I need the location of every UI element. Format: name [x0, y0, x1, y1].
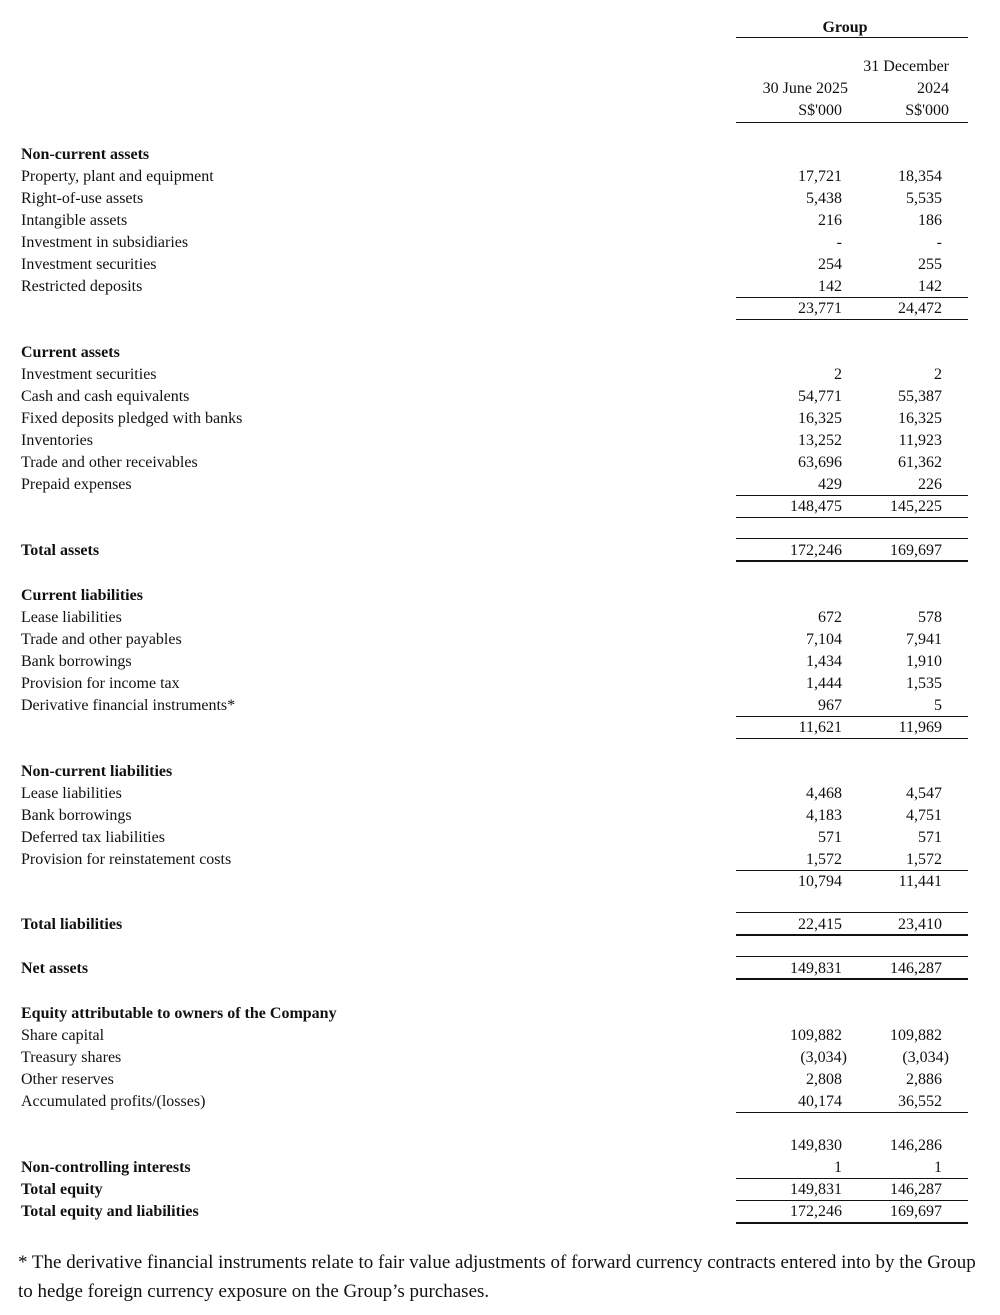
row-label: Right-of-use assets: [21, 190, 144, 207]
total-rule: [736, 1200, 968, 1201]
row-label: Lease liabilities: [21, 609, 122, 626]
row-value-2024: 1,910: [906, 653, 942, 670]
row-value-2025: 254: [818, 256, 842, 273]
row-value-2024: 4,547: [906, 785, 942, 802]
row-value-2024: 2: [934, 366, 942, 383]
row-label: Cash and cash equivalents: [21, 388, 190, 405]
row-value-2024: 186: [918, 212, 942, 229]
total-assets-2024: 169,697: [890, 542, 942, 559]
row-value-2024: 578: [918, 609, 942, 626]
row-value-2024: 1,572: [906, 851, 942, 868]
row-label: Provision for income tax: [21, 675, 180, 692]
total-liabilities-2024: 23,410: [898, 916, 942, 933]
row-value-2024: 18,354: [898, 168, 942, 185]
total-equity-liabilities-label: Total equity and liabilities: [21, 1203, 199, 1220]
equity-subtotal-2025: 149,830: [790, 1137, 842, 1154]
subtotal-2024: 11,441: [898, 873, 942, 890]
row-value-2024: 61,362: [898, 454, 942, 471]
row-value-2025: 2: [834, 366, 842, 383]
row-label: Other reserves: [21, 1071, 114, 1088]
row-label: Bank borrowings: [21, 653, 132, 670]
row-value-2024: 4,751: [906, 807, 942, 824]
row-label: Investment securities: [21, 366, 157, 383]
nci-label: Non-controlling interests: [21, 1159, 191, 1176]
row-value-2025: 4,468: [806, 785, 842, 802]
row-value-2025: -: [836, 234, 842, 251]
row-value-2025: 967: [818, 697, 842, 714]
total-equity-label: Total equity: [21, 1181, 103, 1198]
col2-header-year: 2024: [917, 80, 949, 97]
col2-header-line1: 31 December: [863, 58, 949, 75]
row-label: Intangible assets: [21, 212, 128, 229]
subtotal-2025: 23,771: [798, 300, 842, 317]
total-rule: [736, 956, 968, 957]
subtotal-rule: [736, 1112, 968, 1113]
row-value-2024: 5,535: [906, 190, 942, 207]
section-title-equity: Equity attributable to owners of the Company: [21, 1005, 337, 1022]
total-underline: [736, 934, 968, 936]
group-underline: [736, 37, 968, 38]
total-equity-liabilities-2025: 172,246: [790, 1203, 842, 1220]
header-underline: [736, 122, 968, 123]
nci-2024: 1: [934, 1159, 942, 1176]
col2-unit: S$'000: [905, 102, 949, 119]
row-value-2025: 16,325: [798, 410, 842, 427]
row-value-2025: 1,572: [806, 851, 842, 868]
row-value-2025: 109,882: [790, 1027, 842, 1044]
row-label: Derivative financial instruments*: [21, 697, 236, 714]
row-value-2025: 1,444: [806, 675, 842, 692]
row-value-2025: 4,183: [806, 807, 842, 824]
section-title-current-liabilities: Current liabilities: [21, 587, 143, 604]
row-value-2025: 429: [818, 476, 842, 493]
subtotal-rule: [736, 716, 968, 717]
total-assets-label: Total assets: [21, 542, 100, 559]
row-value-2025: 13,252: [798, 432, 842, 449]
row-label: Inventories: [21, 432, 93, 449]
total-rule: [736, 538, 968, 539]
subtotal-2024: 24,472: [898, 300, 942, 317]
row-value-2024: 16,325: [898, 410, 942, 427]
group-header: Group: [822, 19, 868, 36]
row-value-2024: 55,387: [898, 388, 942, 405]
equity-subtotal-2024: 146,286: [890, 1137, 942, 1154]
row-value-2025: 2,808: [806, 1071, 842, 1088]
section-title-current-assets: Current assets: [21, 344, 120, 361]
row-value-2024: 11,923: [898, 432, 942, 449]
subtotal-2025: 11,621: [798, 719, 842, 736]
section-title-non-current-liabilities: Non-current liabilities: [21, 763, 173, 780]
row-value-2024: 571: [918, 829, 942, 846]
total-assets-2025: 172,246: [790, 542, 842, 559]
net-assets-2024: 146,287: [890, 960, 942, 977]
total-underline: [736, 1222, 968, 1224]
row-value-2025: 1,434: [806, 653, 842, 670]
row-value-2025: 571: [818, 829, 842, 846]
total-liabilities-2025: 22,415: [798, 916, 842, 933]
subtotal-rule: [736, 1178, 968, 1179]
row-label: Prepaid expenses: [21, 476, 132, 493]
subtotal-2025: 148,475: [790, 498, 842, 515]
subtotal-rule: [736, 870, 968, 871]
total-underline: [736, 560, 968, 562]
total-underline: [736, 978, 968, 980]
row-label: Accumulated profits/(losses): [21, 1093, 206, 1110]
row-value-2024: 109,882: [890, 1027, 942, 1044]
row-label: Treasury shares: [21, 1049, 122, 1066]
nci-2025: 1: [834, 1159, 842, 1176]
net-assets-2025: 149,831: [790, 960, 842, 977]
subtotal-rule: [736, 297, 968, 298]
col1-unit: S$'000: [798, 102, 842, 119]
row-label: Share capital: [21, 1027, 105, 1044]
subtotal-underline: [736, 738, 968, 739]
row-value-2024: 36,552: [898, 1093, 942, 1110]
row-value-2024: 7,941: [906, 631, 942, 648]
row-value-2024: 255: [918, 256, 942, 273]
row-label: Investment securities: [21, 256, 157, 273]
row-value-2025: 63,696: [798, 454, 842, 471]
row-value-2024: 5: [934, 697, 942, 714]
row-value-2025: 142: [818, 278, 842, 295]
col1-header-date: 30 June 2025: [762, 80, 848, 97]
row-value-2025: 40,174: [798, 1093, 842, 1110]
total-equity-2025: 149,831: [790, 1181, 842, 1198]
row-label: Property, plant and equipment: [21, 168, 214, 185]
subtotal-2024: 145,225: [890, 498, 942, 515]
row-label: Bank borrowings: [21, 807, 132, 824]
subtotal-rule: [736, 495, 968, 496]
row-label: Trade and other payables: [21, 631, 182, 648]
row-value-2025: 5,438: [806, 190, 842, 207]
row-value-2024: 2,886: [906, 1071, 942, 1088]
row-label: Restricted deposits: [21, 278, 143, 295]
row-label: Investment in subsidiaries: [21, 234, 189, 251]
subtotal-underline: [736, 319, 968, 320]
row-value-2025: (3,034): [800, 1049, 847, 1066]
row-label: Deferred tax liabilities: [21, 829, 165, 846]
net-assets-label: Net assets: [21, 960, 89, 977]
row-label: Provision for reinstatement costs: [21, 851, 232, 868]
row-value-2025: 672: [818, 609, 842, 626]
row-label: Lease liabilities: [21, 785, 122, 802]
row-value-2024: 226: [918, 476, 942, 493]
row-value-2025: 17,721: [798, 168, 842, 185]
row-value-2025: 216: [818, 212, 842, 229]
row-value-2025: 7,104: [806, 631, 842, 648]
row-value-2024: 142: [918, 278, 942, 295]
row-label: Trade and other receivables: [21, 454, 198, 471]
footnote: * The derivative financial instruments relate to fair value adjustments of forward currency contracts entered into by the Group to hedge foreign currency exposure on the Group’s purchases.: [18, 1252, 976, 1302]
row-value-2024: -: [936, 234, 942, 251]
subtotal-underline: [736, 517, 968, 518]
row-value-2025: 54,771: [798, 388, 842, 405]
total-rule: [736, 912, 968, 913]
total-liabilities-label: Total liabilities: [21, 916, 123, 933]
subtotal-2024: 11,969: [898, 719, 942, 736]
subtotal-2025: 10,794: [798, 873, 842, 890]
row-label: Fixed deposits pledged with banks: [21, 410, 243, 427]
section-title-non-current-assets: Non-current assets: [21, 146, 150, 163]
row-value-2024: (3,034): [902, 1049, 949, 1066]
row-value-2024: 1,535: [906, 675, 942, 692]
total-equity-2024: 146,287: [890, 1181, 942, 1198]
total-equity-liabilities-2024: 169,697: [890, 1203, 942, 1220]
